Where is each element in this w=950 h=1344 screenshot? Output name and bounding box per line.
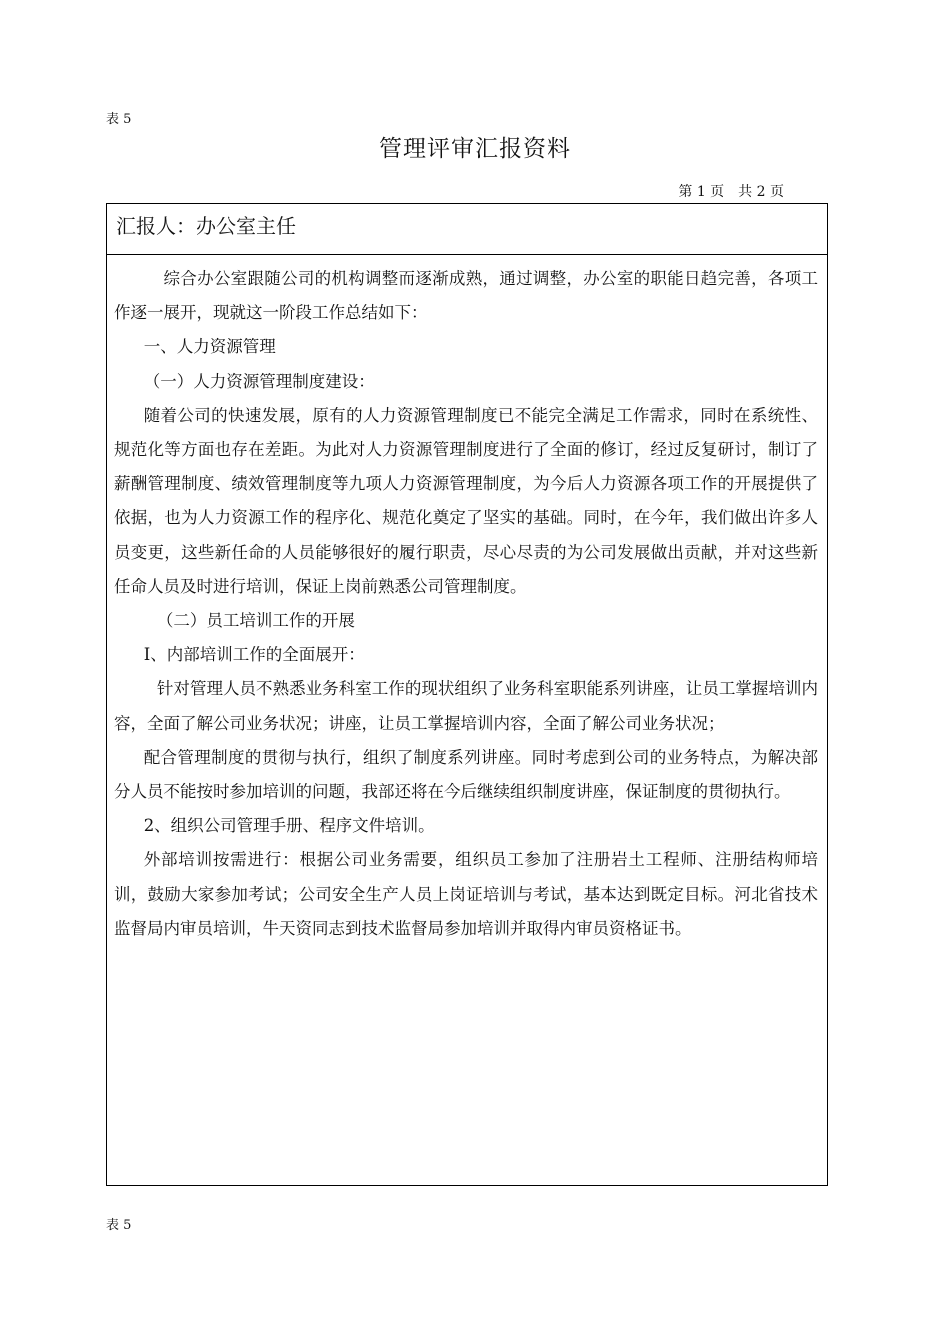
body-paragraph: 针对管理人员不熟悉业务科室工作的现状组织了业务科室职能系列讲座，让员工掌握培训内容，全面了解公司业务状况；讲座，让员工掌握培训内容，全面了解公司业务状况； [114,679,818,733]
body-paragraph: 随着公司的快速发展，原有的人力资源管理制度已不能完全满足工作需求，同时在系统性、规范化等方面也存在差距。为此对人力资源管理制度进行了全面的修订，经过反复研讨，制订了薪酬管理制度、绩效管理制度等九项人力资源管理制度，为今后人力资源各项工作的开展提供了依据，也为人力资源工作的程序化、规范化奠定了坚实的基础。同时，在今年，我们做出许多人员变更，这些新任命的人员能够很好的履行职责，尽心尽责的为公司发展做出贡献，并对这些新任命人员及时进行培训，保证上岗前熟悉公司管理制度。 [114,405,818,596]
intro-paragraph: 综合办公室跟随公司的机构调整而逐渐成熟，通过调整，办公室的职能日趋完善，各项工作逐一展开，现就这一阶段工作总结如下： [114,269,818,323]
item-heading: 2、组织公司管理手册、程序文件培训。 [143,816,435,836]
body-paragraph: 外部培训按需进行：根据公司业务需要，组织员工参加了注册岩土工程师、注册结构师培训，鼓励大家参加考试；公司安全生产人员上岗证培训与考试，基本达到既定目标。河北省技术监督局内审员培训，牛天资同志到技术监督局参加培训并取得内审员资格证书。 [114,850,818,938]
spacer [114,255,818,262]
body-paragraph: 配合管理制度的贯彻与执行，组织了制度系列讲座。同时考虑到公司的业务特点，为解决部分人员不能按时参加培训的问题，我部还将在今后继续组织制度讲座，保证制度的贯彻执行。 [114,747,818,802]
form-code-label: 表 5 [106,112,132,127]
section-heading: 一、人力资源管理 [143,337,276,357]
reporter-field: 汇报人：办公室主任 [107,204,827,255]
report-content [107,255,827,946]
page-number: 第 1 页 共 2 页 [678,184,784,200]
form-code-label: 表 5 [106,1218,132,1233]
item-heading: Ⅰ、内部培训工作的全面展开： [143,645,365,665]
report-table [106,203,828,1186]
document-title: 管理评审汇报资料 [379,136,571,162]
subsection-heading: （二）员工培训工作的开展 [156,611,355,631]
subsection-heading: （一）人力资源管理制度建设： [143,371,375,391]
